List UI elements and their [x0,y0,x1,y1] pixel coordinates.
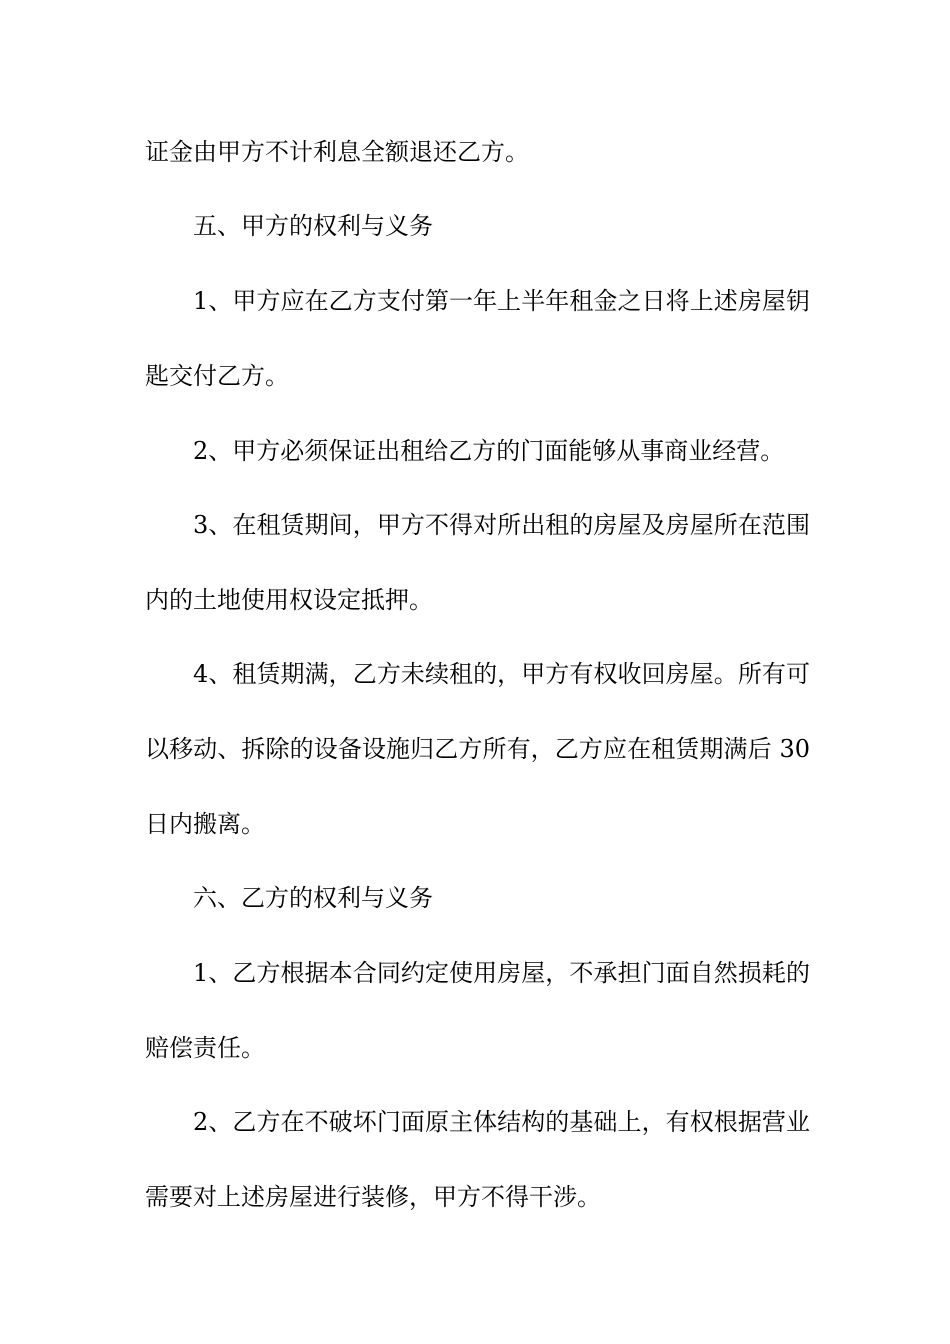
paragraph-line: 以移动、拆除的设备设施归乙方所有，乙方应在租赁期满后 30 [145,735,810,763]
paragraph-line: 3、在租赁期间，甲方不得对所出租的房屋及房屋所在范围 [193,511,810,539]
paragraph-line: 需要对上述房屋进行装修，甲方不得干涉。 [145,1183,601,1211]
section-heading: 五、甲方的权利与义务 [193,212,433,240]
paragraph-line: 1、乙方根据本合同约定使用房屋，不承担门面自然损耗的 [193,959,810,987]
paragraph-line: 赔偿责任。 [145,1034,265,1062]
paragraph-line: 匙交付乙方。 [145,362,289,390]
paragraph-line: 日内搬离。 [145,810,265,838]
paragraph-line: 2、乙方在不破坏门面原主体结构的基础上，有权根据营业 [193,1108,810,1136]
paragraph-line: 2、甲方必须保证出租给乙方的门面能够从事商业经营。 [193,437,785,465]
paragraph-line: 证金由甲方不计利息全额退还乙方。 [145,138,529,166]
section-heading: 六、乙方的权利与义务 [193,884,433,912]
paragraph-line: 1、甲方应在乙方支付第一年上半年租金之日将上述房屋钥 [193,287,810,315]
paragraph-line: 4、租赁期满，乙方未续租的，甲方有权收回房屋。所有可 [193,660,810,688]
paragraph-line: 内的土地使用权设定抵押。 [145,586,433,614]
